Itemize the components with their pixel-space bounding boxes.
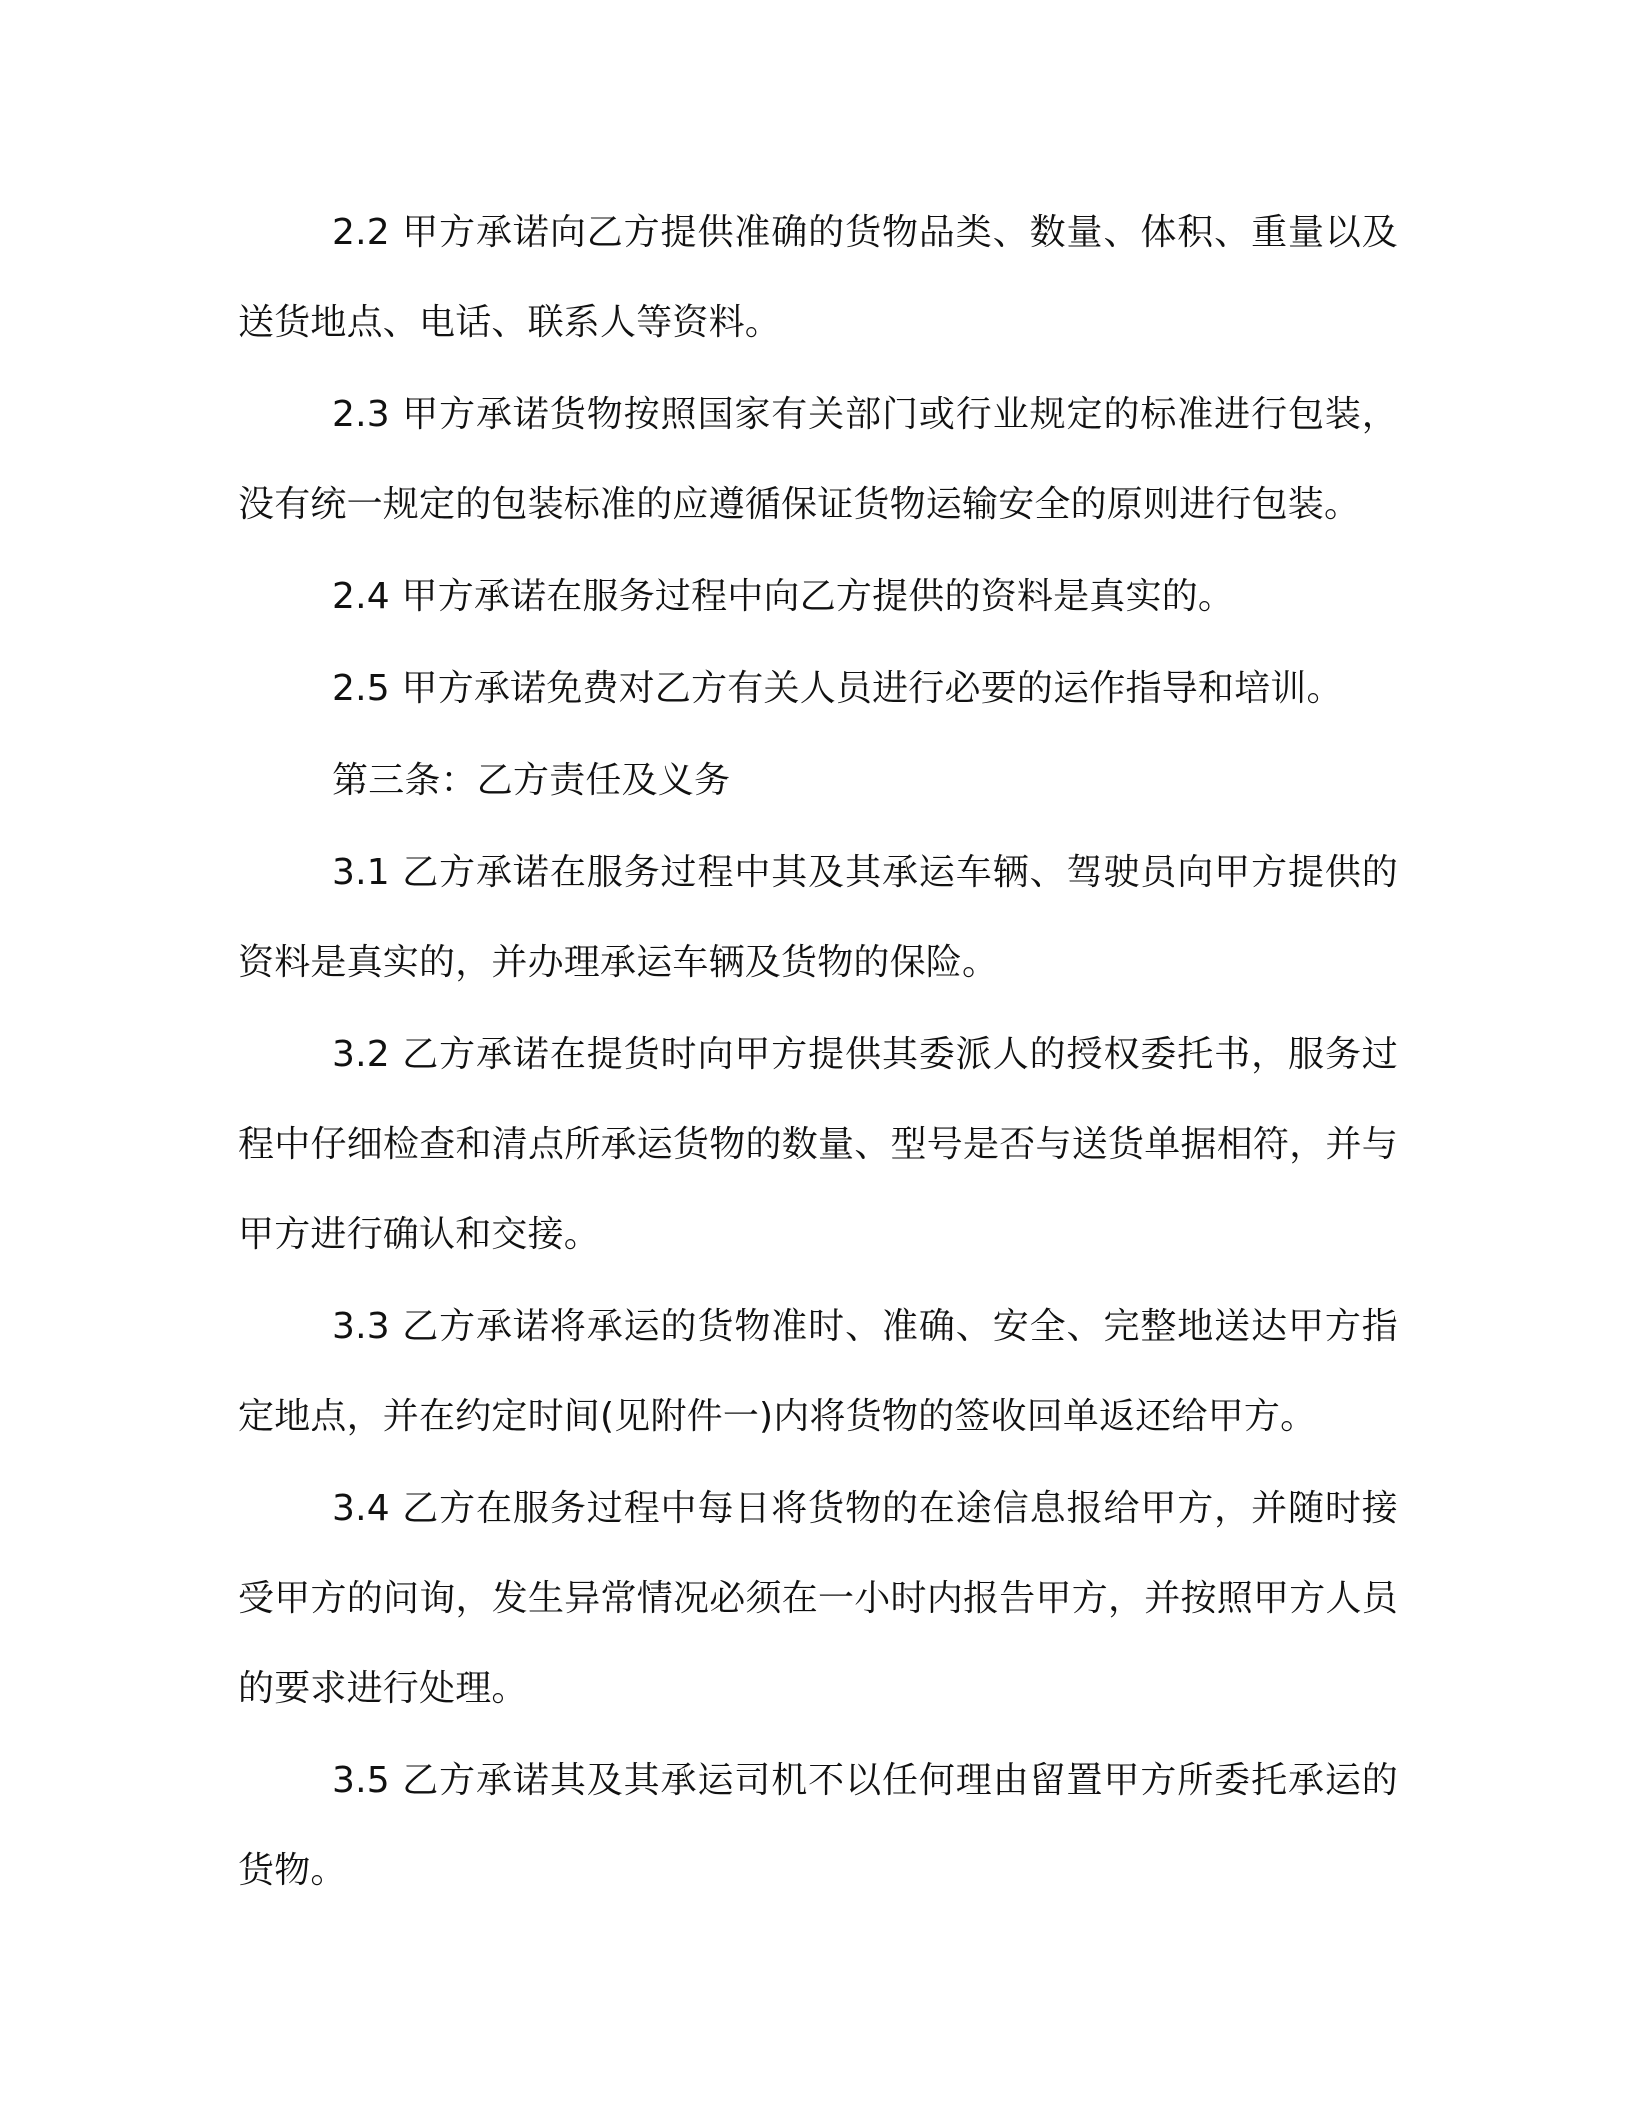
clause-3-1: 3.1 乙方承诺在服务过程中其及其承运车辆、驾驶员向甲方提供的资料是真实的，并办理承运车辆及货物的保险。 — [238, 852, 1398, 983]
clause-3-4: 3.4 乙方在服务过程中每日将货物的在途信息报给甲方，并随时接受甲方的问询，发生异常情况必须在一小时内报告甲方，并按照甲方人员的要求进行处理。 — [238, 1488, 1398, 1709]
clause-2-4: 2.4 甲方承诺在服务过程中向乙方提供的资料是真实的。 — [332, 576, 1235, 617]
clause-3-2: 3.2 乙方承诺在提货时向甲方提供其委派人的授权委托书，服务过程中仔细检查和清点所承运货物的数量、型号是否与送货单据相符，并与甲方进行确认和交接。 — [238, 1034, 1398, 1255]
document-body — [238, 188, 1398, 1918]
clause-2-5: 2.5 甲方承诺免费对乙方有关人员进行必要的运作指导和培训。 — [332, 668, 1343, 709]
clause-2-3: 2.3 甲方承诺货物按照国家有关部门或行业规定的标准进行包装，没有统一规定的包装标准的应遵循保证货物运输安全的原则进行包装。 — [238, 394, 1398, 525]
clause-2-2: 2.2 甲方承诺向乙方提供准确的货物品类、数量、体积、重量以及送货地点、电话、联系人等资料。 — [238, 212, 1398, 343]
clause-3-5: 3.5 乙方承诺其及其承运司机不以任何理由留置甲方所委托承运的货物。 — [238, 1760, 1398, 1891]
section-heading-article-3: 第三条：乙方责任及义务 — [332, 760, 731, 801]
clause-3-3: 3.3 乙方承诺将承运的货物准时、准确、安全、完整地送达甲方指定地点，并在约定时间(见附件一)内将货物的签收回单返还给甲方。 — [238, 1306, 1398, 1437]
